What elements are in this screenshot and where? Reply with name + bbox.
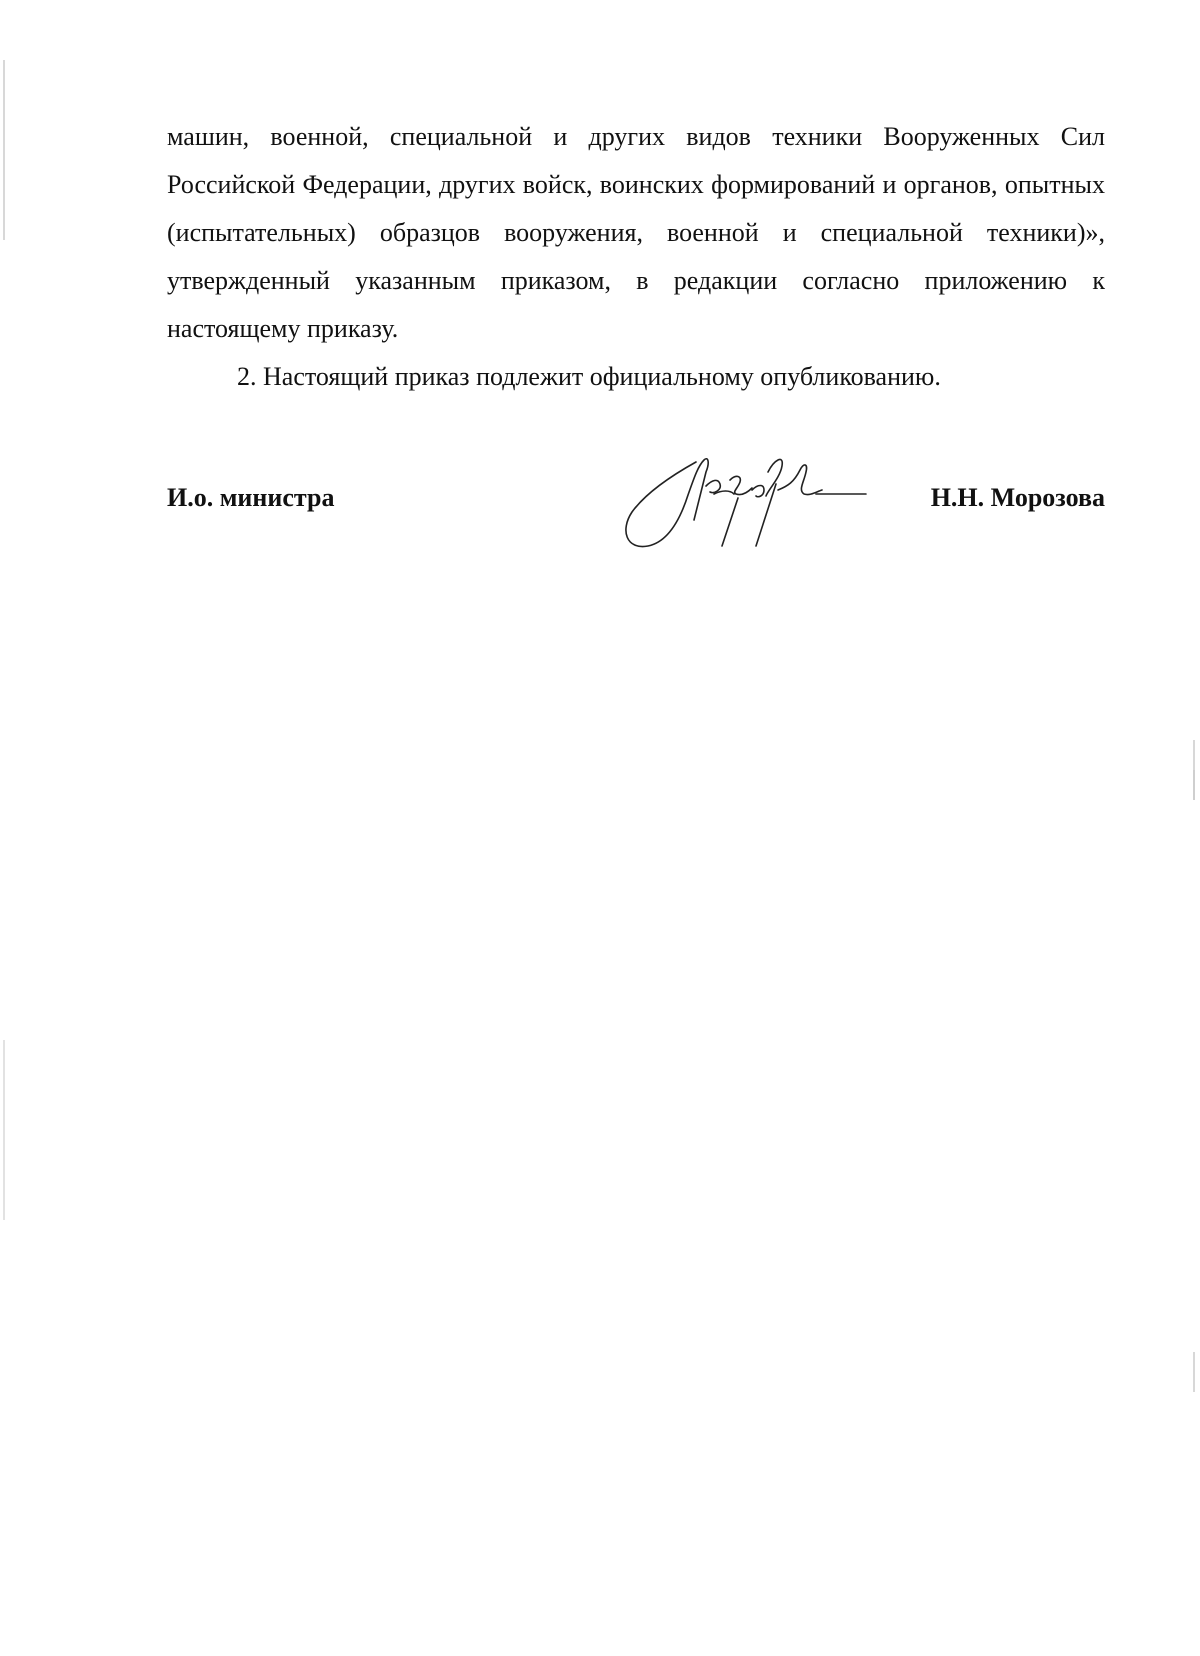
scan-edge-artifact <box>3 60 5 240</box>
document-body <box>167 113 1105 401</box>
scan-edge-artifact <box>3 1040 5 1220</box>
signatory-position: И.о. министра <box>167 483 335 512</box>
signatory-name: Н.Н. Морозова <box>930 483 1105 512</box>
paragraph-publication-clause: 2. Настоящий приказ подлежит официальному опубликованию. <box>237 362 941 391</box>
scan-edge-artifact <box>1193 1352 1195 1392</box>
paragraph-continuation: машин, военной, специальной и других видов техники Вооруженных Сил Российской Федерации, других войск, воинских формирований и органов, опытных (испытательных) образцов вооружения, военной и специальной техники)», утвержденный указанным приказом, в редакции согласно приложению к настоящему приказу. <box>167 122 1105 343</box>
scan-edge-artifact <box>1193 770 1195 800</box>
handwritten-signature <box>618 450 878 560</box>
